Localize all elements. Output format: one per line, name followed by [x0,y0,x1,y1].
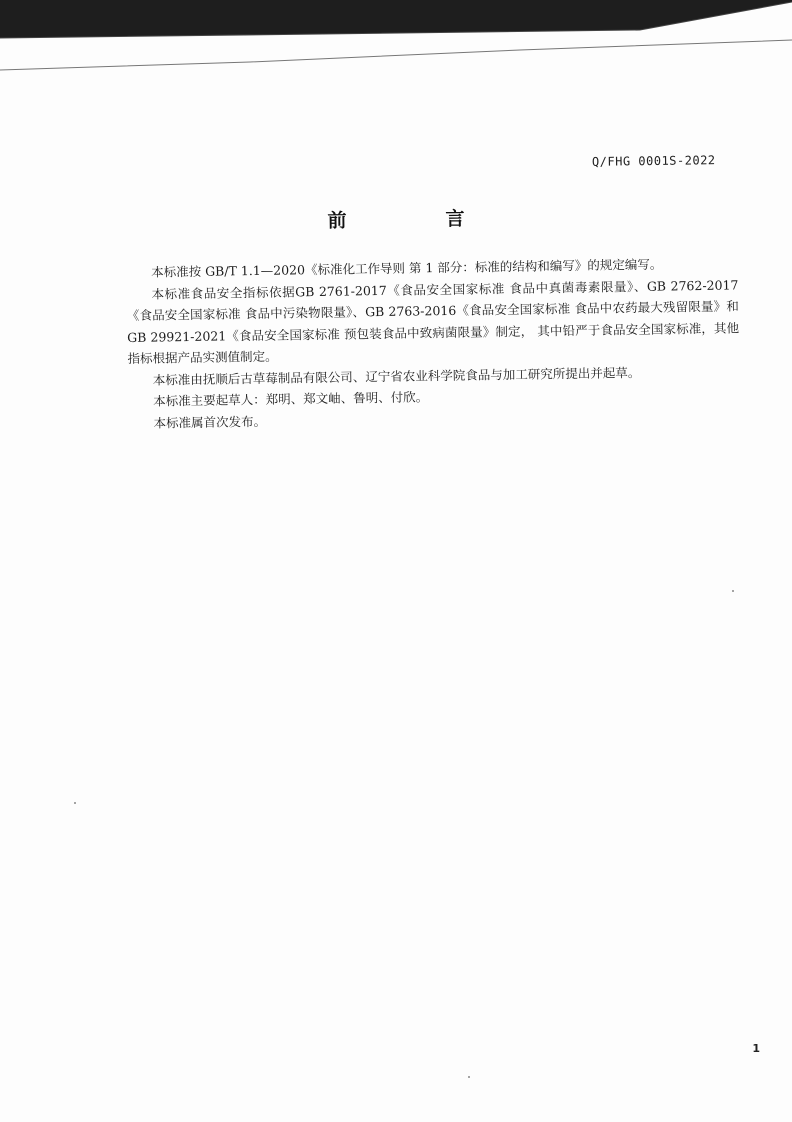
paragraph-first-release: 本标准属首次发布。 [153,413,267,431]
paragraph-compilation-basis: 本标准按 GB/T 1.1—2020《标准化工作导则 第 1 部分：标准的结构和编写》的规定编写。 [151,256,663,280]
paragraph-drafters: 本标准主要起草人：郑明、郑文岫、鲁明、付欣。 [153,389,429,409]
page-number: 1 [752,1042,760,1055]
document-code: Q/FHG 0001S-2022 [592,153,717,169]
scan-speck [732,590,734,592]
foreword-body [126,252,741,434]
paragraph-proposer: 本标准由抚顺后古草莓制品有限公司、辽宁省农业科学院食品与加工研究所提出并起草。 [152,364,641,388]
scan-edge-artifact [0,0,792,80]
paragraph-safety-indicators: 本标准食品安全指标依据GB 2761-2017《食品安全国家标准 食品中真菌毒素限量》、GB 2762-2017《食品安全国家标准 食品中污染物限量》、GB 2763-2016《食品安全国家标准 食品中农药最大残留限量》和GB 29921-2021《食品安全国家标准 预包装食品中致病菌限量》制定， 其中铅严于食品安全国家标准，其他指标根据产品实测值制定。 [126,276,740,366]
scan-speck [74,802,76,804]
page-title: 前 言 [327,207,505,232]
scan-speck [468,1076,470,1078]
